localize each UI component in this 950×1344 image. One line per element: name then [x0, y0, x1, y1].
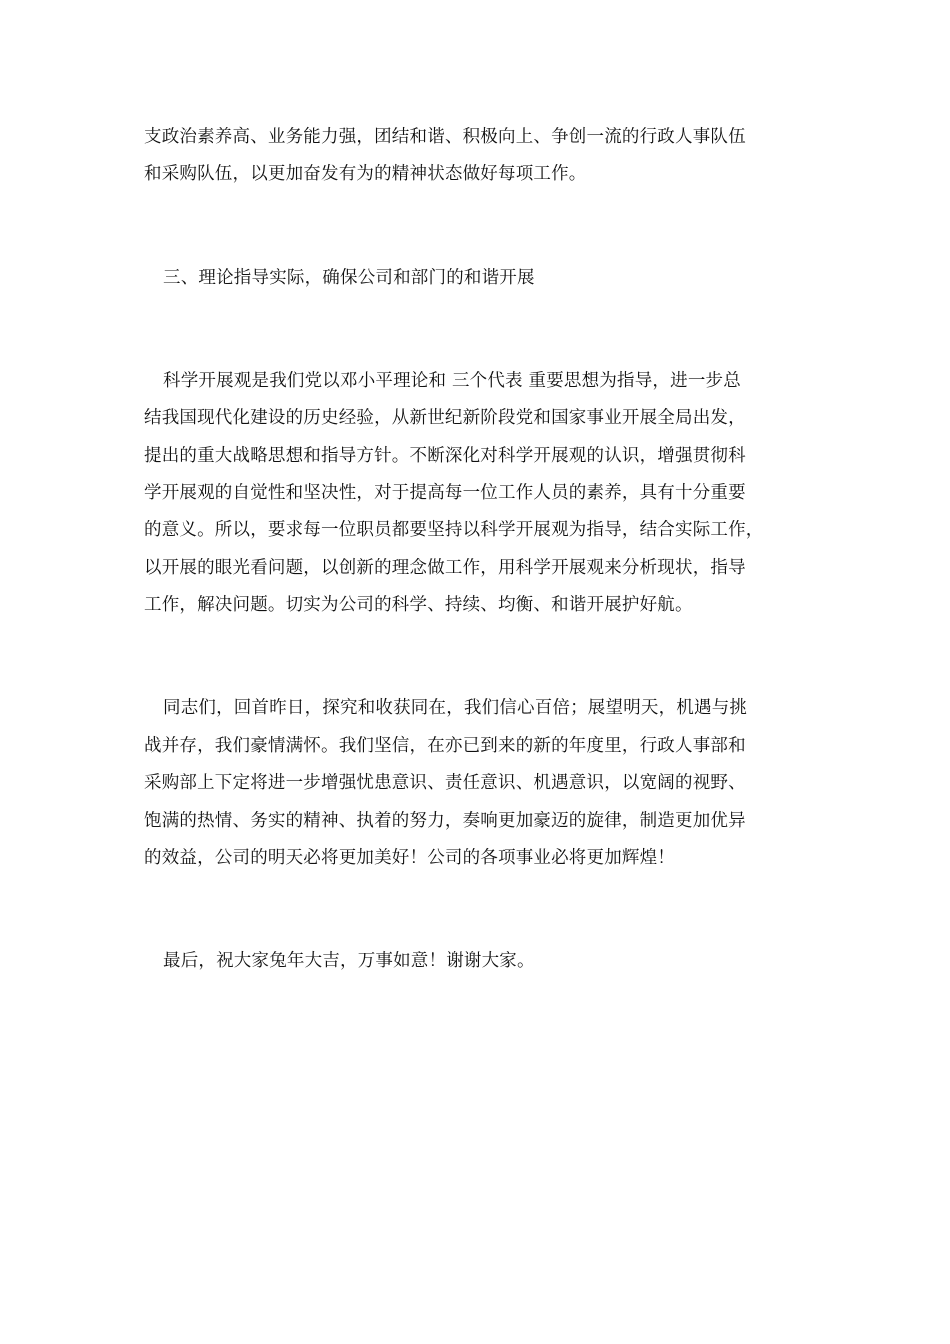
paragraph-4-line-1: 同志们，回首昨日，探究和收获同在，我们信心百倍；展望明天，机遇与挑 [163, 698, 748, 718]
paragraph-4-line-3: 采购部上下定将进一步增强忧患意识、责任意识、机遇意识，以宽阔的视野、 [144, 773, 746, 793]
paragraph-4-line-4: 饱满的热情、务实的精神、执着的努力，奏响更加豪迈的旋律，制造更加优异 [144, 811, 746, 831]
paragraph-1-line-1: 支政治素养高、业务能力强，团结和谐、积极向上、争创一流的行政人事队伍 [144, 127, 746, 147]
paragraph-4-line-5: 的效益，公司的明天必将更加美好！公司的各项事业必将更加辉煌！ [144, 848, 675, 868]
section-heading: 三、理论指导实际，确保公司和部门的和谐开展 [163, 268, 535, 288]
paragraph-3-line-4: 学开展观的自觉性和坚决性，对于提高每一位工作人员的素养，具有十分重要 [144, 483, 746, 503]
paragraph-1-line-2: 和采购队伍，以更加奋发有为的精神状态做好每项工作。 [144, 164, 587, 184]
paragraph-4-line-2: 战并存，我们豪情满怀。我们坚信，在亦已到来的新的年度里，行政人事部和 [144, 736, 746, 756]
paragraph-3-line-5: 的意义。所以，要求每一位职员都要坚持以科学开展观为指导，结合实际工作， [144, 520, 764, 540]
paragraph-3-line-1: 科学开展观是我们党以邓小平理论和 三个代表 重要思想为指导，进一步总 [163, 371, 741, 391]
closing-line: 最后，祝大家兔年大吉，万事如意！谢谢大家。 [163, 951, 535, 971]
paragraph-3-line-7: 工作，解决问题。切实为公司的科学、持续、均衡、和谐开展护好航。 [144, 595, 693, 615]
paragraph-3-line-3: 提出的重大战略思想和指导方针。不断深化对科学开展观的认识，增强贯彻科 [144, 446, 746, 466]
paragraph-3-line-2: 结我国现代化建设的历史经验，从新世纪新阶段党和国家事业开展全局出发， [144, 408, 746, 428]
paragraph-3-line-6: 以开展的眼光看问题，以创新的理念做工作，用科学开展观来分析现状，指导 [144, 558, 746, 578]
